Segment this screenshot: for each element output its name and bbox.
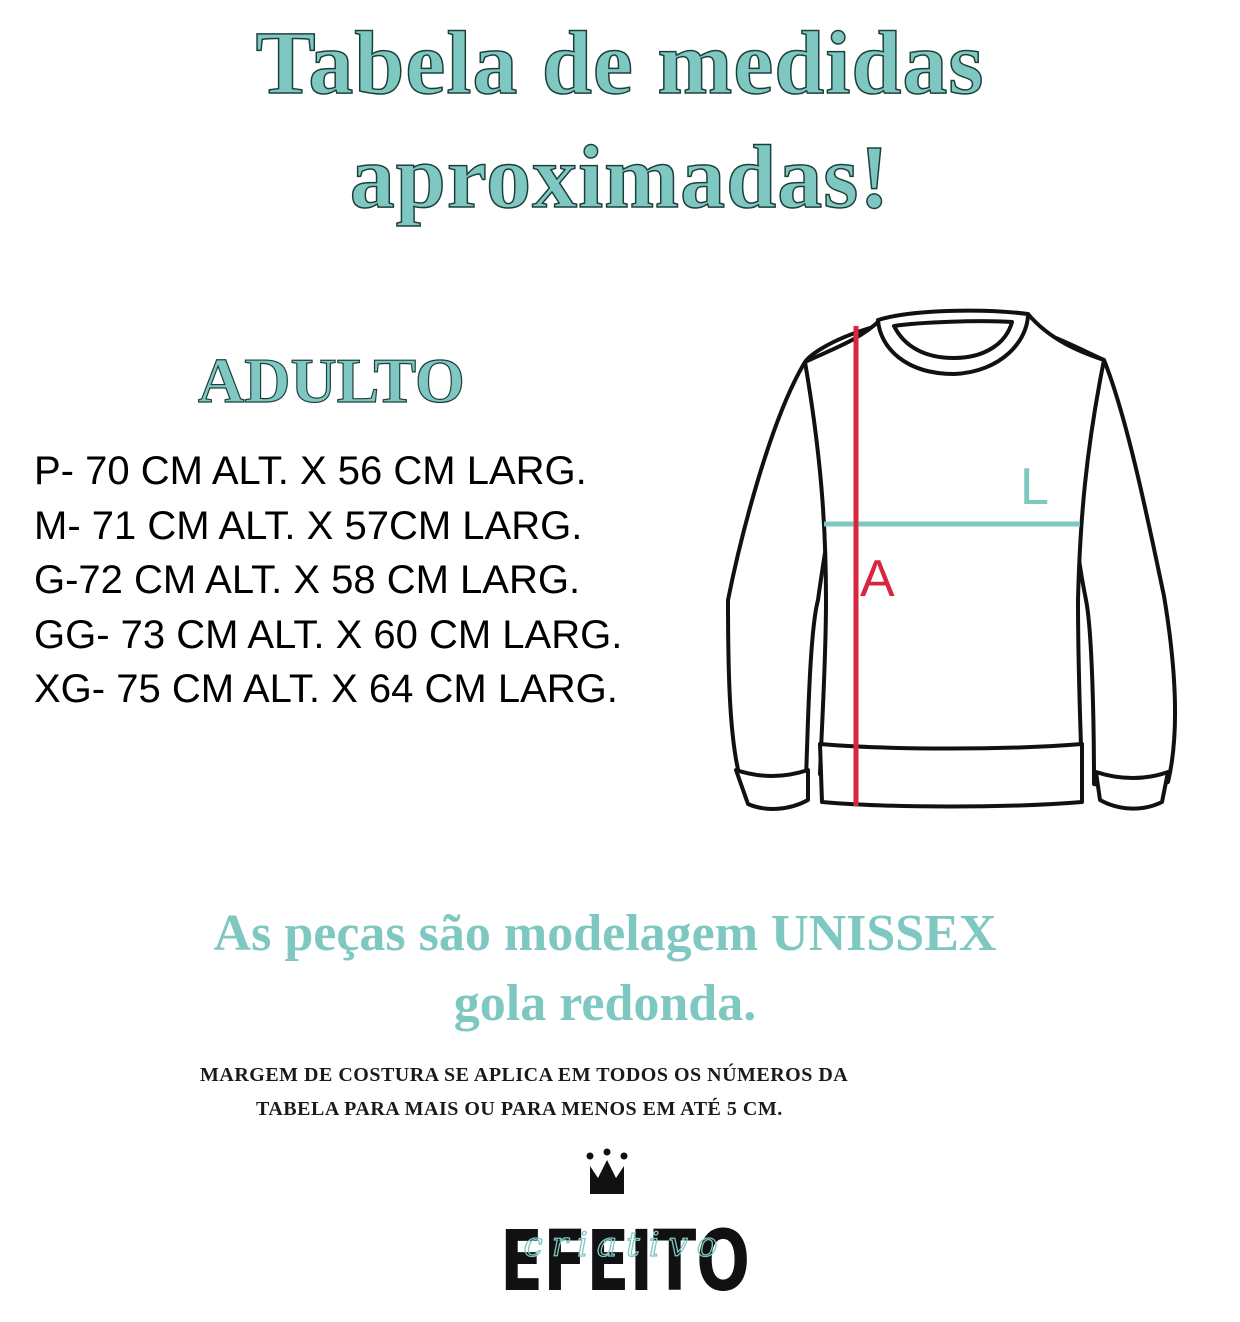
size-row-m: M- 71 CM ALT. X 57CM LARG. (34, 503, 583, 548)
seam-margin-note-line-1: MARGEM DE COSTURA SE APLICA EM TODOS OS NÚMEROS DA (200, 1064, 849, 1086)
garment-body (805, 314, 1104, 777)
left-cuff (736, 770, 808, 809)
hem-band (820, 744, 1082, 807)
right-cuff (1096, 772, 1168, 809)
logo-brand-text: EFEITO (500, 1212, 750, 1308)
size-row-xg: XG- 75 CM ALT. X 64 CM LARG. (34, 667, 618, 711)
size-row-p: P- 70 CM ALT. X 56 CM LARG. (34, 449, 587, 493)
section-heading-adulto: ADULTO (198, 345, 465, 416)
page-title-line-1: Tabela de medidas (255, 14, 985, 113)
sweatshirt-diagram (710, 300, 1200, 820)
unisex-note-line-2: gola redonda. (453, 975, 757, 1032)
width-label: L (1020, 458, 1049, 516)
crown-icon (587, 1149, 628, 1195)
height-label: A (860, 550, 895, 608)
page-title-line-2: aproximadas! (349, 128, 891, 227)
seam-margin-note-line-2: TABELA PARA MAIS OU PARA MENOS EM ATÉ 5 CM. (256, 1098, 783, 1120)
logo-script-text: criativo (523, 1225, 727, 1265)
size-row-g: G-72 CM ALT. X 58 CM LARG. (34, 558, 581, 602)
unisex-note-line-1: As peças são modelagem UNISSEX (213, 905, 997, 962)
efeito-criativo-logo (490, 1148, 760, 1308)
size-row-gg: GG- 73 CM ALT. X 60 CM LARG. (34, 612, 623, 657)
size-list (34, 444, 622, 717)
